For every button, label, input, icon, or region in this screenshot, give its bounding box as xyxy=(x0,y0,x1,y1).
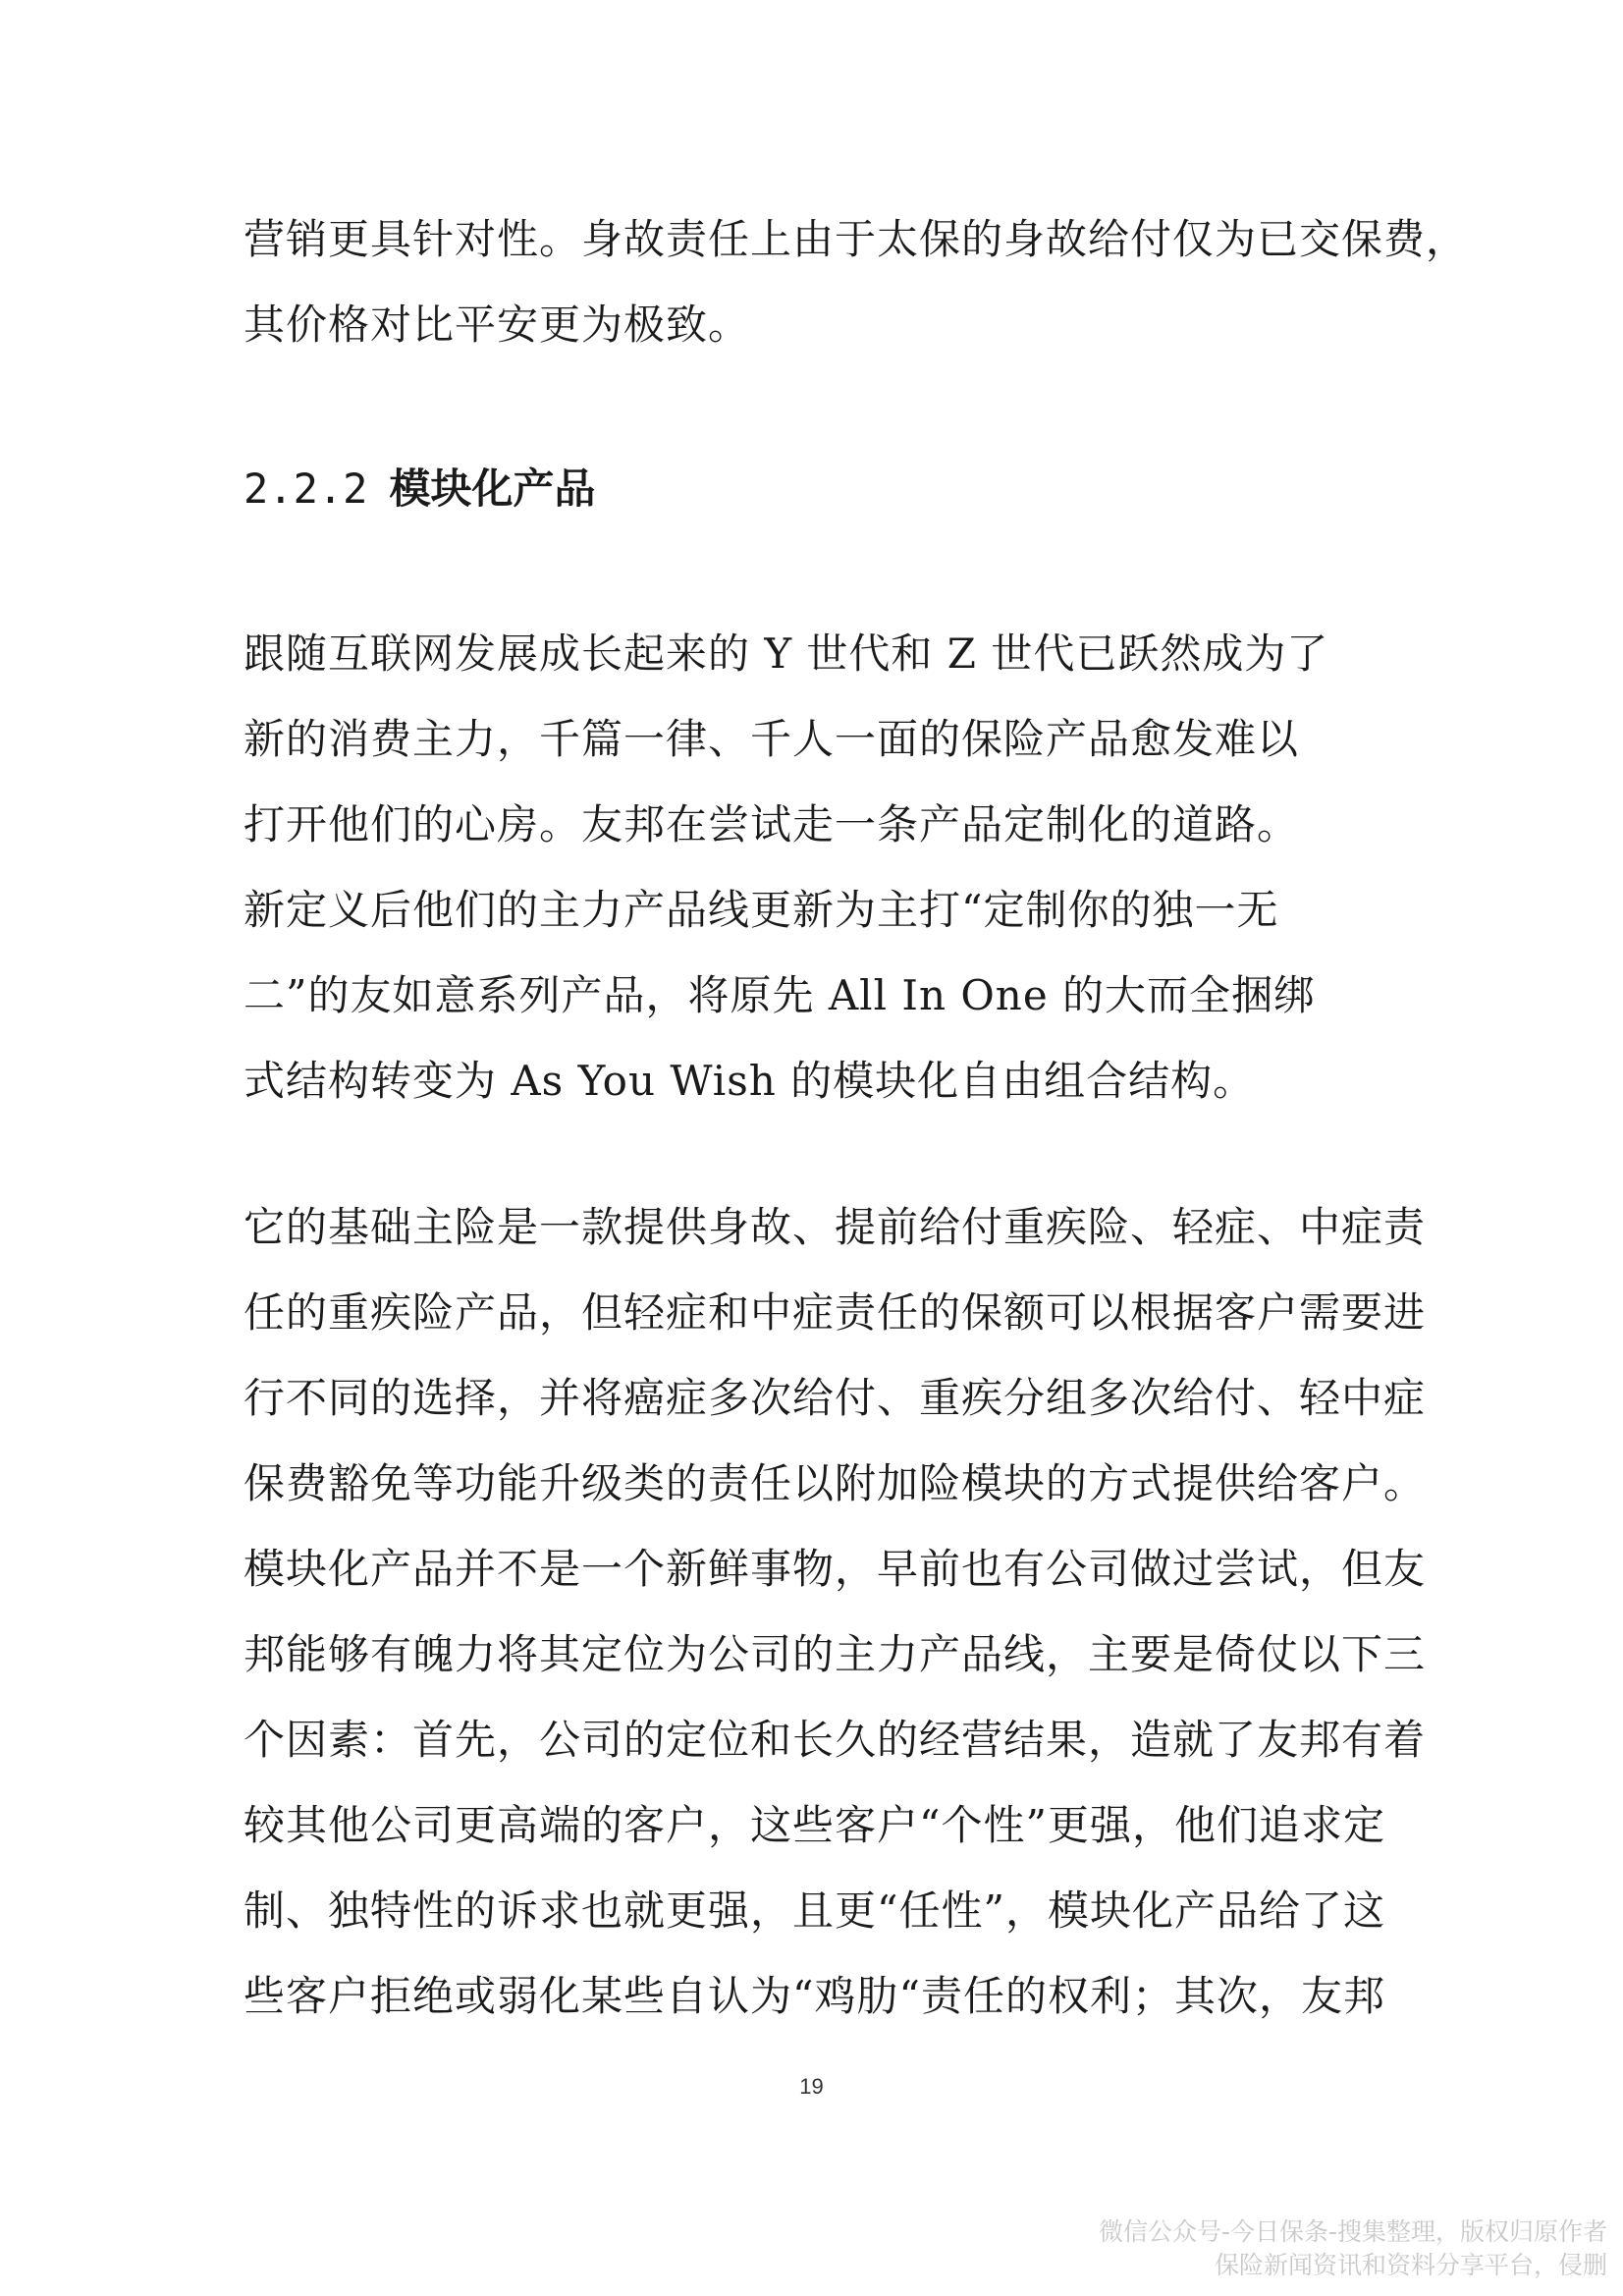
section-heading xyxy=(243,460,595,519)
paragraph-line: 些客户拒绝或弱化某些自认为“鸡肋“责任的权利；其次，友邦 xyxy=(243,1972,1385,2020)
paragraph-line: 模块化产品并不是一个新鲜事物，早前也有公司做过尝试，但友 xyxy=(243,1545,1427,1593)
paragraph-line: 制、独特性的诉求也就更强，且更“任性”，模块化产品给了这 xyxy=(243,1886,1385,1935)
paragraph-line: 任的重疾险产品，但轻症和中症责任的保额可以根据客户需要进 xyxy=(243,1288,1427,1337)
watermark xyxy=(1099,2215,1607,2282)
paragraph-line: 式结构转变为 As You Wish 的模块化自由组合结构。 xyxy=(243,1057,1256,1105)
paragraph-line: 它的基础主险是一款提供身故、提前给付重疾险、轻症、中症责 xyxy=(243,1203,1427,1251)
watermark-line-1: 微信公众号-今日保条-搜集整理，版权归原作者 xyxy=(1098,2217,1607,2246)
paragraph-line: 二”的友如意系列产品，将原先 All In One 的大而全捆绑 xyxy=(243,971,1317,1019)
paragraph-line: 保费豁免等功能升级类的责任以附加险模块的方式提供给客户。 xyxy=(243,1459,1427,1507)
paragraph-line: 其价格对比平安更为极致。 xyxy=(243,301,751,349)
paragraph-line: 行不同的选择，并将癌症多次给付、重疾分组多次给付、轻中症 xyxy=(243,1374,1427,1422)
paragraph-line: 个因素：首先，公司的定位和长久的经营结果，造就了友邦有着 xyxy=(243,1716,1427,1764)
section-number: 2.2.2 xyxy=(243,465,368,513)
paragraph-line: 打开他们的心房。友邦在尝试走一条产品定制化的道路。 xyxy=(243,800,1300,848)
paragraph-1 xyxy=(243,196,1469,367)
watermark-line-2: 保险新闻资讯和资料分享平台，侵删 xyxy=(1214,2251,1607,2279)
paragraph-line: 较其他公司更高端的客户，这些客户“个性”更强，他们追求定 xyxy=(243,1801,1385,1849)
paragraph-line: 营销更具针对性。身故责任上由于太保的身故给付仅为已交保费， xyxy=(243,215,1469,263)
paragraph-3 xyxy=(243,1184,1427,2039)
paragraph-line: 新的消费主力，千篇一律、千人一面的保险产品愈发难以 xyxy=(243,715,1300,763)
section-title: 模块化产品 xyxy=(389,465,596,513)
paragraph-line: 跟随互联网发展成长起来的 Y 世代和 Z 世代已跃然成为了 xyxy=(243,629,1329,678)
paragraph-line: 邦能够有魄力将其定位为公司的主力产品线，主要是倚仗以下三 xyxy=(243,1630,1427,1678)
paragraph-line: 新定义后他们的主力产品线更新为主打“定制你的独一无 xyxy=(243,886,1279,934)
paragraph-2 xyxy=(243,611,1402,1123)
page-number: 19 xyxy=(799,2074,824,2099)
